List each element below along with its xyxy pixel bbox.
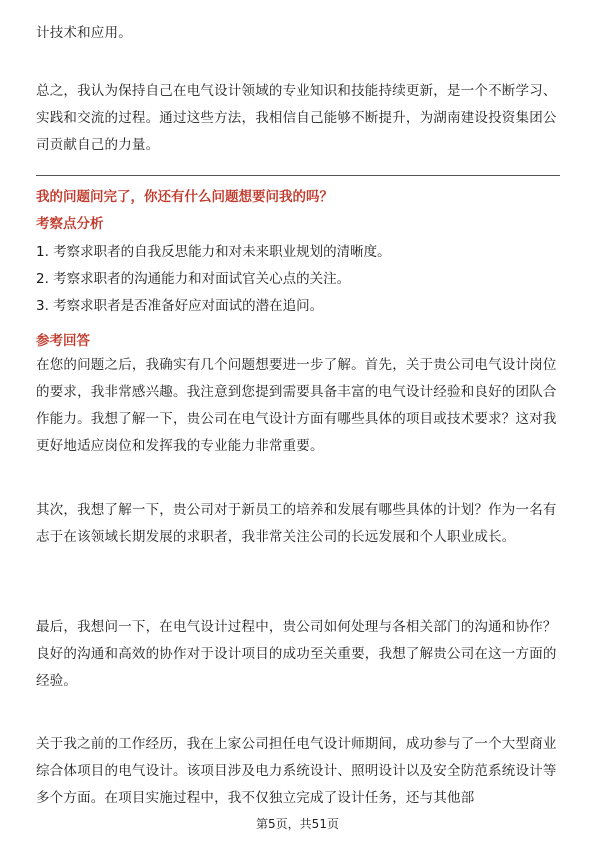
intro-tail-paragraph: 计技术和应用。: [36, 25, 132, 41]
analysis-heading: 考察点分析: [36, 216, 104, 232]
analysis-item-1: 1. 考察求职者的自我反思能力和对未来职业规划的清晰度。: [36, 244, 391, 260]
analysis-item-2: 2. 考察求职者的沟通能力和对面试官关心点的关注。: [36, 271, 351, 287]
answer-paragraph-4: 关于我之前的工作经历，我在上家公司担任电气设计师期间，成功参与了一个大型商业综合体项目的电气设计。该项目涉及电力系统设计、照明设计以及安全防范系统设计等多个方面。在项目实施过程中，我不仅独立完成了设计任务，还与其他部: [36, 736, 557, 806]
section-divider: [36, 175, 560, 176]
answer-paragraph-2: 其次，我想了解一下，贵公司对于新员工的培养和发展有哪些具体的计划？作为一名有志于在该领域长期发展的求职者，我非常关注公司的长远发展和个人职业成长。: [36, 502, 557, 545]
answer-paragraph-1: 在您的问题之后，我确实有几个问题想要进一步了解。首先，关于贵公司电气设计岗位的要求，我非常感兴趣。我注意到您提到需要具备丰富的电气设计经验和良好的团队合作能力。我想了解一下，贵公司在电气设计方面有哪些具体的项目或技术要求？这对我更好地适应岗位和发挥我的专业能力非常重要。: [36, 357, 557, 454]
answer-paragraph-3: 最后，我想问一下，在电气设计过程中，贵公司如何处理与各相关部门的沟通和协作？良好的沟通和高效的协作对于设计项目的成功至关重要，我想了解贵公司在这一方面的经验。: [36, 619, 557, 689]
reference-heading: 参考回答: [36, 333, 90, 349]
page-number-footer: 第5页，共51页: [256, 817, 339, 831]
analysis-item-3: 3. 考察求职者是否准备好应对面试的潜在追问。: [36, 298, 324, 314]
summary-paragraph: 总之，我认为保持自己在电气设计领域的专业知识和技能持续更新，是一个不断学习、实践和交流的过程。通过这些方法，我相信自己能够不断提升，为湖南建设投资集团公司贡献自己的力量。: [36, 83, 557, 153]
question-heading: 我的问题问完了，你还有什么问题想要问我的吗？: [36, 189, 333, 205]
